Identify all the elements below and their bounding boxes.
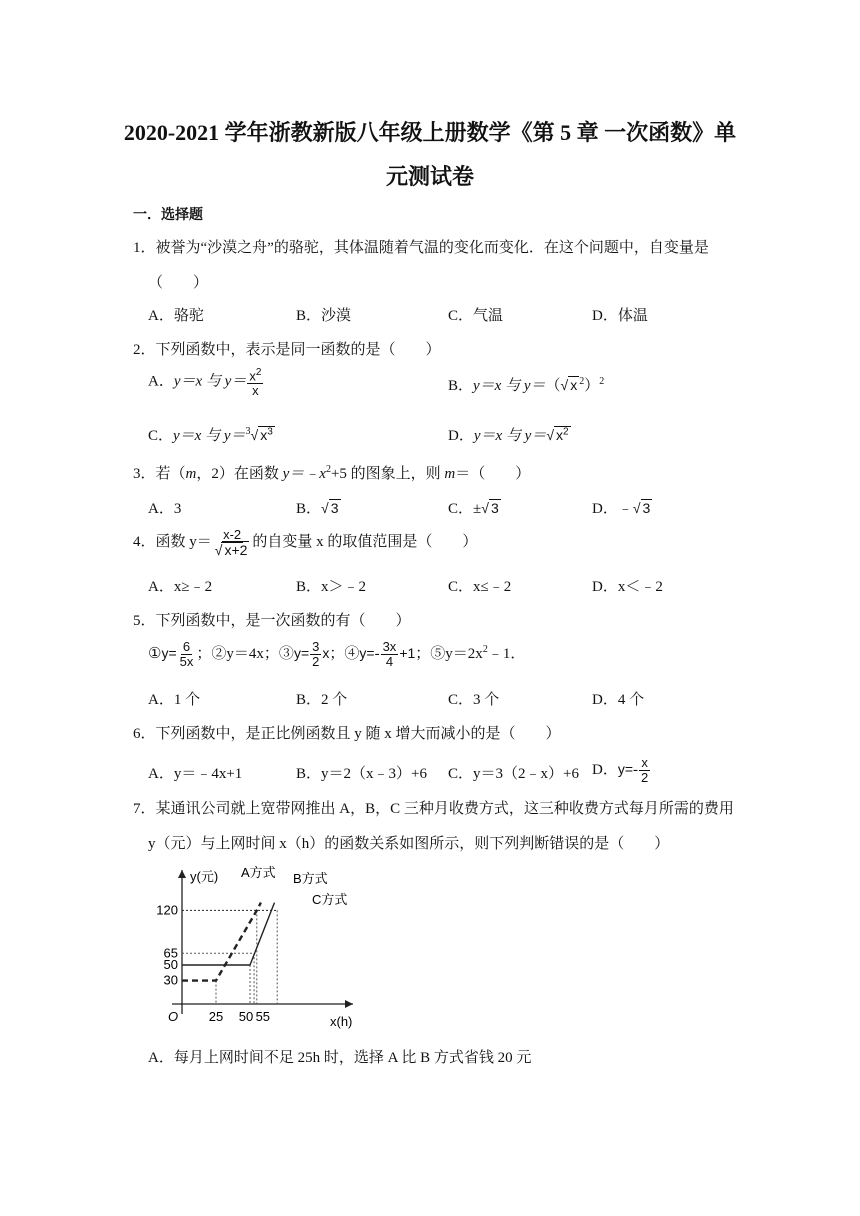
q5-option-b: B．2 个 xyxy=(296,692,348,708)
q5-option-a: A．1 个 xyxy=(148,692,201,708)
origin-label: O xyxy=(168,1009,179,1024)
series-label-c: C方式 xyxy=(312,892,348,907)
q7-stem-line-2: y（元）与上网时间 x（h）的函数关系如图所示，则下列判断错误的是（ ） xyxy=(148,836,670,852)
q7-stem-line-1: 7．某通讯公司就上宽带网推出 A，B，C 三种月收费方式，这三种收费方式每月所需的费用 xyxy=(133,801,734,817)
q6-stem: 6．下列函数中，是正比例函数且 y 随 x 增大而减小的是（ ） xyxy=(133,726,561,742)
x-tick-label: 55 xyxy=(255,1009,271,1024)
y-axis-label: y(元) xyxy=(190,869,219,884)
q2-stem: 2．下列函数中，表示是同一函数的是（ ） xyxy=(133,342,441,358)
q5-option-d: D．4 个 xyxy=(592,692,645,708)
section-heading: 一．选择题 xyxy=(133,208,203,223)
q4-stem: 4．函数 y＝ $\frac{x-2}{√ x+2}$ 的自变量 x 的取值范围是（ ） xyxy=(133,527,478,558)
y-tick-label: 50 xyxy=(163,957,178,972)
q2-option-d: D．y＝x 与 y＝√ $x^2$ xyxy=(448,426,569,444)
y-axis-arrow xyxy=(178,870,186,878)
q4-option-a: A．x≥﹣2 xyxy=(148,579,213,595)
q1-option-c: C．气温 xyxy=(448,308,504,324)
q6-option-a: A．y＝﹣4x+1 xyxy=(148,766,243,782)
y-tick-label: 30 xyxy=(163,972,178,988)
q4-option-b: B．x＞﹣2 xyxy=(296,579,367,595)
q2-option-c: C．y＝x 与 y＝$^3$√ $x^3$ xyxy=(148,426,273,444)
q3-option-a: A．3 xyxy=(148,501,182,517)
title-line-1: 2020-2021 学年浙教新版八年级上册数学《第 5 章 一次函数》单 xyxy=(123,120,737,145)
q5-functions: ①y= $\frac{6}{5x}$ ；②y＝4x；③y= $\frac{3}{2}$ x；④y=- $\frac{3x}{4}$ +1；$⑤y=2x^2﹣1$． xyxy=(148,639,526,669)
series-label-b: B方式 xyxy=(293,871,328,886)
series-A方式 xyxy=(182,903,261,981)
q3-stem: 3．若（m，2）在函数 $y=﹣x^2+5$ 的图象上，则 m＝（ ） xyxy=(133,464,531,482)
title-line-2: 元测试卷 xyxy=(385,164,474,189)
q3-option-b: B．√ 3 xyxy=(296,500,339,517)
q6-option-c: C．y＝3（2﹣x）+6 xyxy=(448,766,579,782)
q7-option-a: A．每月上网时间不足 25h 时，选择 A 比 B 方式省钱 20 元 xyxy=(148,1050,532,1066)
q5-option-c: C．3 个 xyxy=(448,692,500,708)
q1-stem: 1．被誉为“沙漠之舟”的骆驼，其体温随着气温的变化而变化．在这个问题中，自变量是 xyxy=(133,240,709,256)
q1-option-b: B．沙漠 xyxy=(296,308,352,324)
q4-option-d: D．x＜﹣2 xyxy=(592,579,663,595)
q6-option-d: D．y=- $\frac{x}{2}$ xyxy=(592,755,649,785)
series-B方式 xyxy=(182,903,274,965)
q7-chart xyxy=(148,864,363,1032)
q1-option-a: A．骆驼 xyxy=(148,308,204,324)
x-axis-label: x(h) xyxy=(330,1014,353,1029)
q1-option-d: D．体温 xyxy=(592,308,648,324)
q4-option-c: C．x≤﹣2 xyxy=(448,579,512,595)
q1-paren: （ ） xyxy=(148,275,209,291)
x-tick-label: 25 xyxy=(208,1009,224,1024)
q2-option-b: B．y＝x 与 y＝（√ x $^2$）$^2$ xyxy=(448,376,605,394)
q2-option-a: A．y＝x 与 y＝ $\frac{x^2}{x}$ xyxy=(148,367,262,399)
q5-stem: 5．下列函数中，是一次函数的有（ ） xyxy=(133,613,411,629)
q6-option-b: B．y＝2（x﹣3）+6 xyxy=(296,766,427,782)
q3-option-d: D．﹣√ 3 xyxy=(592,500,651,517)
y-tick-label: 65 xyxy=(163,945,178,961)
y-tick-label: 120 xyxy=(156,902,178,918)
x-axis-arrow xyxy=(345,1000,353,1008)
q3-option-c: C．±√ 3 xyxy=(448,500,499,517)
series-label-a: A方式 xyxy=(241,865,276,880)
x-tick-label: 50 xyxy=(238,1009,254,1024)
